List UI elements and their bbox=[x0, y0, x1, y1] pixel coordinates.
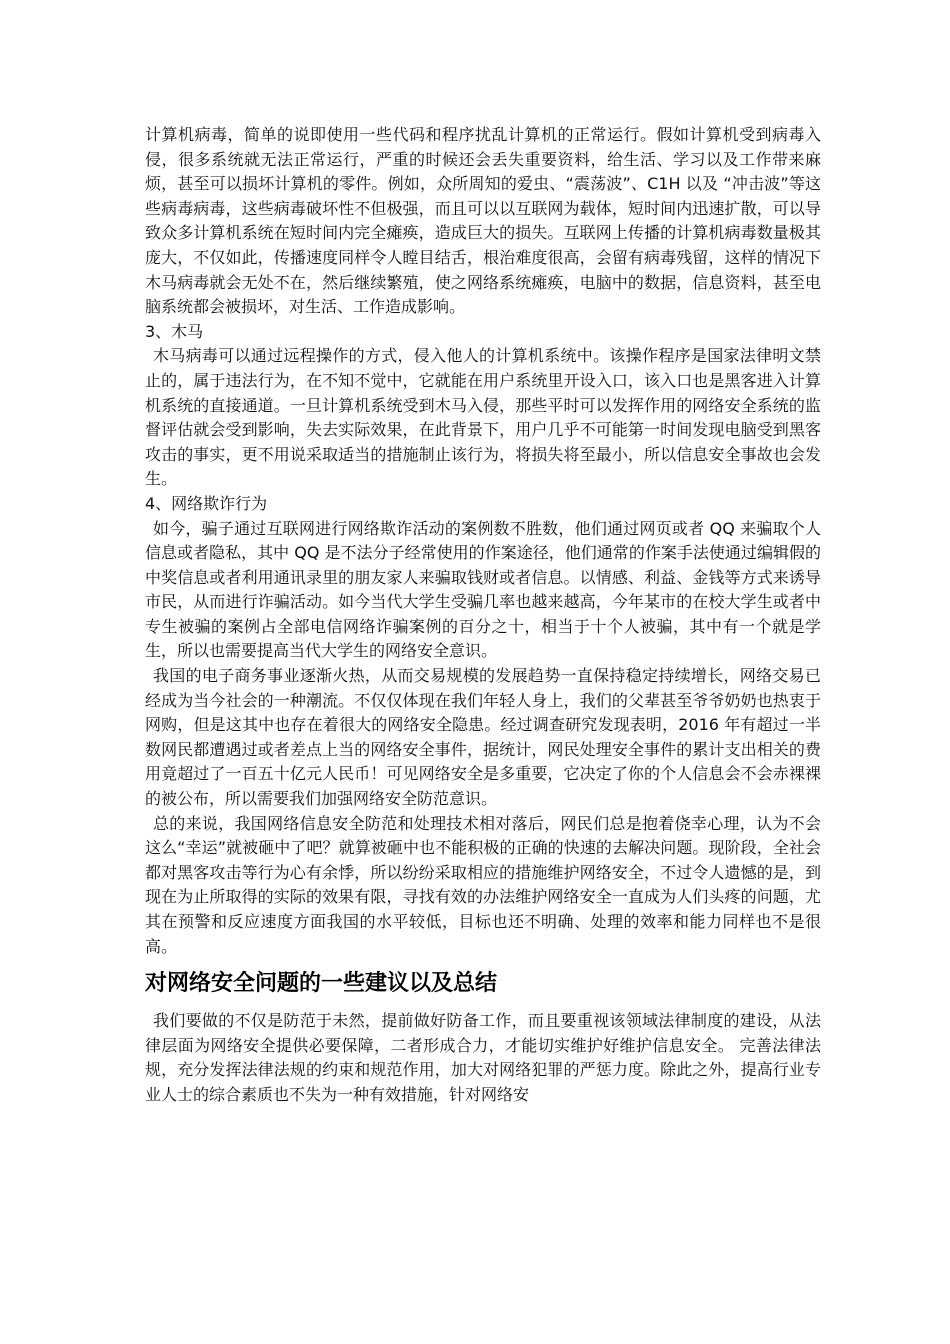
section-heading: 对网络安全问题的一些建议以及总结 bbox=[145, 971, 498, 997]
paragraph-ecommerce: 我国的电子商务事业逐渐火热，从而交易规模的发展趋势一直保持稳定持续增长，网络交易已经成为当今社会的一种潮流。不仅仅体现在我们年轻人身上，我们的父辈甚至爷爷奶奶也热衷于网购，但是这其中也存在着很大的网络安全隐患。经过调查研究发现表明，2016 年有超过一半数网民都遭遇过或者差点上当的网络安全事件，据统计，网民处理安全事件的累计支出相关的费用竟超过了一百五十亿元人民币！可见网络安全是多重要，它决定了你的个人信息会不会赤裸裸的被公布，所以需要我们加强网络安全防范意识。 bbox=[145, 666, 821, 809]
paragraph-trojan: 木马病毒可以通过远程操作的方式，侵入他人的计算机系统中。该操作程序是国家法律明文禁止的，属于违法行为，在不知不觉中，它就能在用户系统里开设入口，该入口也是黑客进入计算机系统的直接通道。一旦计算机系统受到木马入侵，那些平时可以发挥作用的网络安全系统的监督评估就会受到影响，失去实际效果，在此背景下，用户几乎不可能第一时间发现电脑受到黑客攻击的事实，更不用说采取适当的措施制止该行为，将损失将至最小，所以信息安全事故也会发生。 bbox=[145, 346, 821, 489]
subheading-trojan: 3、木马 bbox=[145, 321, 204, 341]
paragraph-online-fraud: 如今，骗子通过互联网进行网络欺诈活动的案例数不胜数，他们通过网页或者 QQ 来骗取个人信息或者隐私，其中 QQ 是不法分子经常使用的作案途径，他们通常的作案手法使通过编辑假的中奖信息或者利用通讯录里的朋友家人来骗取钱财或者信息。以情感、利益、金钱等方式来诱导市民，从而进行诈骗活动。如今当代大学生受骗几率也越来越高，今年某市的在校大学生或者中专生被骗的案例占全部电信网络诈骗案例的百分之十，相当于十个人被骗，其中有一个就是学生，所以也需要提高当代大学生的网络安全意识。 bbox=[145, 518, 821, 661]
paragraph-suggestions: 我们要做的不仅是防范于未然，提前做好防备工作，而且要重视该领域法律制度的建设，从法律层面为网络安全提供必要保障，二者形成合力，才能切实维护好维护信息安全。 完善法律法规，充分发挥法律法规的约束和规范作用，加大对网络犯罪的严惩力度。除此之外，提高行业专业人士的综合素质也不失为一种有效措施，针对网络安 bbox=[145, 1011, 821, 1104]
document-page bbox=[145, 123, 821, 1108]
subheading-online-fraud: 4、网络欺诈行为 bbox=[145, 493, 268, 513]
paragraph-summary: 总的来说，我国网络信息安全防范和处理技术相对落后，网民们总是抱着侥幸心理，认为不会这么“幸运”就被砸中了吧？就算被砸中也不能积极的正确的快速的去解决问题。现阶段，全社会都对黑客攻击等行为心有余悸，所以纷纷采取相应的措施维护网络安全，不过令人遗憾的是，到现在为止所取得的实际的效果有限，寻找有效的办法维护网络安全一直成为人们头疼的问题，尤其在预警和反应速度方面我国的水平较低，目标也还不明确、处理的效率和能力同样也不是很高。 bbox=[145, 813, 821, 956]
paragraph-computer-virus: 计算机病毒，简单的说即使用一些代码和程序扰乱计算机的正常运行。假如计算机受到病毒入侵，很多系统就无法正常运行，严重的时候还会丢失重要资料，给生活、学习以及工作带来麻烦，甚至可以损坏计算机的零件。例如，众所周知的爱虫、“震荡波”、C1H 以及 “冲击波”等这些病毒病毒，这些病毒破坏性不但极强，而且可以以互联网为载体，短时间内迅速扩散，可以导致众多计算机系统在短时间内完全瘫痪，造成巨大的损失。互联网上传播的计算机病毒数量极其庞大，不仅如此，传播速度同样令人瞠目结舌，根治难度很高，会留有病毒残留，这样的情况下木马病毒就会无处不在，然后继续繁殖，使之网络系统瘫痪，电脑中的数据，信息资料，甚至电脑系统都会被损坏，对生活、工作造成影响。 bbox=[145, 125, 821, 317]
